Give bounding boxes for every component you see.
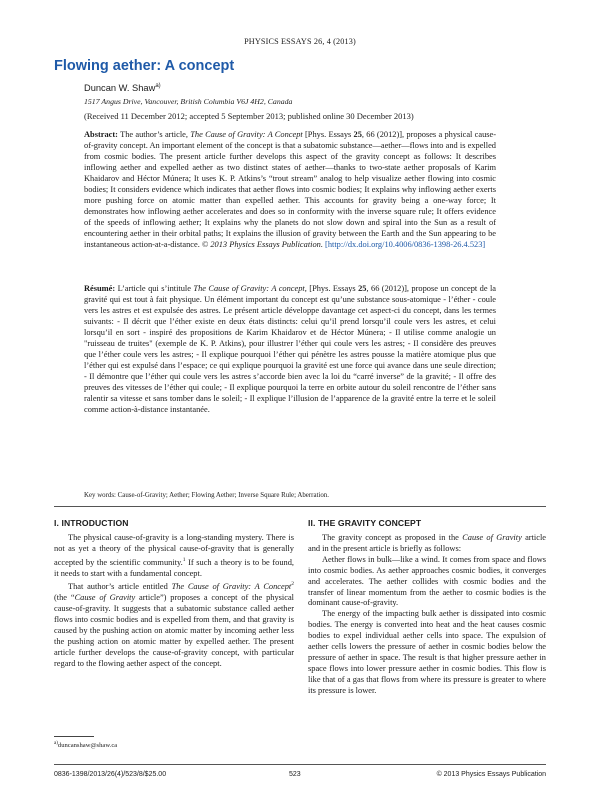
resume-body: , 66 (2012)], propose un concept de la gravité qui est tout à fait physique. Un élément important du concept est qu’une substance sous-atomique - l’éther - coule vers les astres et est expulsée des astres. Le présent article développe davantage cet aspect-ci du concept, dans les termes suivants: - Il décrit que l’éther existe en deux états distincts: celui qu’il prend lorsqu’il coule vers les astres, et celui lorsqu’il en sort - inspiré des propositions de Karim Khaidarov et de Héctor Múnera; - Il utilise comme analogie un "ruisseau de truites" (exemple de K. P. Atkins), pour illustrer l’éther qui coule vers les astres; - Il considère des preuves que l’éther coule vers les astres; - Il explique pourquoi l’éther qui pénètre les astres pousse la matière atomique plus que l’éther qui est expulsé dans l’espace; ce qui explique pourquoi la gravité est une force qui avance dans une seule direction; - Il démontre que l’éther qui coule vers les astres s’accorde bien avec la loi du “carré inverse” de la gravité; - Il offre des preuves des vitesses de l’éther qui coule; - Il explique pourquoi la terre en orbite autour du soleil rencontre de l’éther sans ralentir sa vitesse et sans tomber dans le soleil; - Il explique l’illusion de l’apparence de la gravité entre la terre et le soleil comme action-à-distance instantanée. [84,284,496,414]
gravity-paragraph-1: The gravity concept as proposed in the Cause of Gravity article and in the present article is briefly as follows: [308,533,546,553]
intro-paragraph-2: That author’s article entitled The Cause of Gravity: A Concept$^2$ (the “Cause of Gravity article”) proposes a concept of the physical cause-of-gravity. It suggests that a subatomic substance called aether flows into cosmic bodies and is expelled from them, and that gravity is caused by the pushing action on atomic matter by incoming aether less the pushing action on atomic matter by expelled aether. The present article further develops the cause-of-gravity concept, with particular regard to the flowing aether aspect of the concept. [54,581,295,668]
received-dates: (Received 11 December 2012; accepted 5 September 2013; published online 30 December 2013) [84,111,414,121]
footer-copyright: © 2013 Physics Essays Publication [436,771,546,778]
footnote-mark: a) [54,741,58,746]
abstract-copyright: © 2013 Physics Essays Publication. [201,239,323,249]
page-number: 523 [289,771,301,778]
resume-cited-title: The Cause of Gravity: A concept [193,284,305,293]
abstract-doi-link[interactable]: [http://dx.doi.org/10.4006/0836-1398-26.4.523] [325,239,486,249]
article-title: Flowing aether: A concept [54,58,235,74]
abstract-intro: The author’s article, [120,130,188,139]
footer-issn: 0836-1398/2013/26(4)/523/8/$25.00 [54,771,167,778]
author-footnote-mark: a) [155,83,161,89]
footnote [54,741,117,749]
gravity-paragraph-2: Aether flows in bulk—like a wind. It comes from space and flows into cosmic bodies. As aether approaches cosmic bodies, it converges and accelerates. The aether collides with cosmic bodies and the transfer of linear momentum from the aether to cosmic bodies is the dominant cause-of-gravity. [308,554,546,608]
intro-paragraph-1: The physical cause-of-gravity is a long-standing mystery. There is not as yet a theory of the physical cause-of-gravity that is generally accepted by the scientific community.$^1$ If such a theory is to be found, it needs to start with a fundamental concept. [54,533,294,578]
section-2-heading: II. THE GRAVITY CONCEPT [308,518,422,528]
section-1-heading: I. INTRODUCTION [54,518,129,528]
ref-2[interactable]: 2 [291,581,295,588]
section-divider [54,506,546,507]
resume-label: Résumé: [84,284,116,293]
footnote-rule [54,736,94,737]
abstract-cite-pre: [Phys. Essays [305,130,352,139]
left-column [54,533,294,669]
abstract [84,130,496,250]
keywords: Key words: Cause-of-Gravity; Aether; Flowing Aether; Inverse Square Rule; Aberration. [84,492,329,499]
gravity-paragraph-3: The energy of the impacting bulk aether is dissipated into cosmic bodies. The energy is converted into heat and the heat causes cosmic bodies to expel individual aether cells into space. The expulsion of aether cells lowers the pressure of aether in cosmic bodies below the pressure of aether in space. The result is that higher pressure aether in space flows into lower pressure aether in cosmic bodies. This flow is like that of a gas that flows from where its pressure is greater to where its pressure is lower. [308,609,546,695]
resume-cite-pre: , [Phys. Essays [304,284,356,293]
footer-divider [54,764,546,765]
abstract-cited-title: The Cause of Gravity: A Concept [190,130,303,139]
footnote-email[interactable]: duncanshaw@shaw.ca [57,742,118,750]
resume [84,283,496,415]
resume-intro: L’article qui s’intitule [117,284,191,293]
abstract-cite-volume: 25 [353,130,362,139]
intro-cited-title: The Cause of Gravity: A Concept [171,582,292,592]
author-name: Duncan W. Shaw [84,83,156,94]
journal-header: PHYSICS ESSAYS 26, 4 (2013) [244,37,356,46]
ref-1[interactable]: 1 [182,556,186,563]
abstract-body: , 66 (2012)], proposes a physical cause-of-gravity concept. An important element of the concept is that a subatomic substance—aether—flows into and is expelled from cosmic bodies. The present article further develops this aspect of the gravity concept as follows: It describes inflowing aether and expelled aether as two distinct states of aether—thanks to two-state aether proposals of Karim Khaidarov and Héctor Múnera; It uses K. P. Atkins’s “trout stream” analog to help visualize aether flowing into cosmic bodies; It considers evidence which indicates that aether flows into cosmic bodies; It explains why inflowing aether exerts more pushing force on atomic matter than expelled aether. This accounts for gravity being a one-way force; It demonstrates how inflowing aether accelerates and does so in conformity with the inverse square rule; It offers evidence of the speeds of inflowing aether; It explains why the planets do not slow down and spiral into the Sun as a result of encountering aether in their orbital paths; It explains the illusion of gravity between the Earth and the Sun appearing to be instantaneous action-at-a-distance. [84,130,497,249]
affiliation: 1517 Angus Drive, Vancouver, British Columbia V6J 4H2, Canada [84,97,293,106]
author-line [84,83,161,93]
resume-cite-volume: 25 [358,284,367,293]
abstract-label: Abstract: [84,130,118,139]
right-column [308,533,546,697]
